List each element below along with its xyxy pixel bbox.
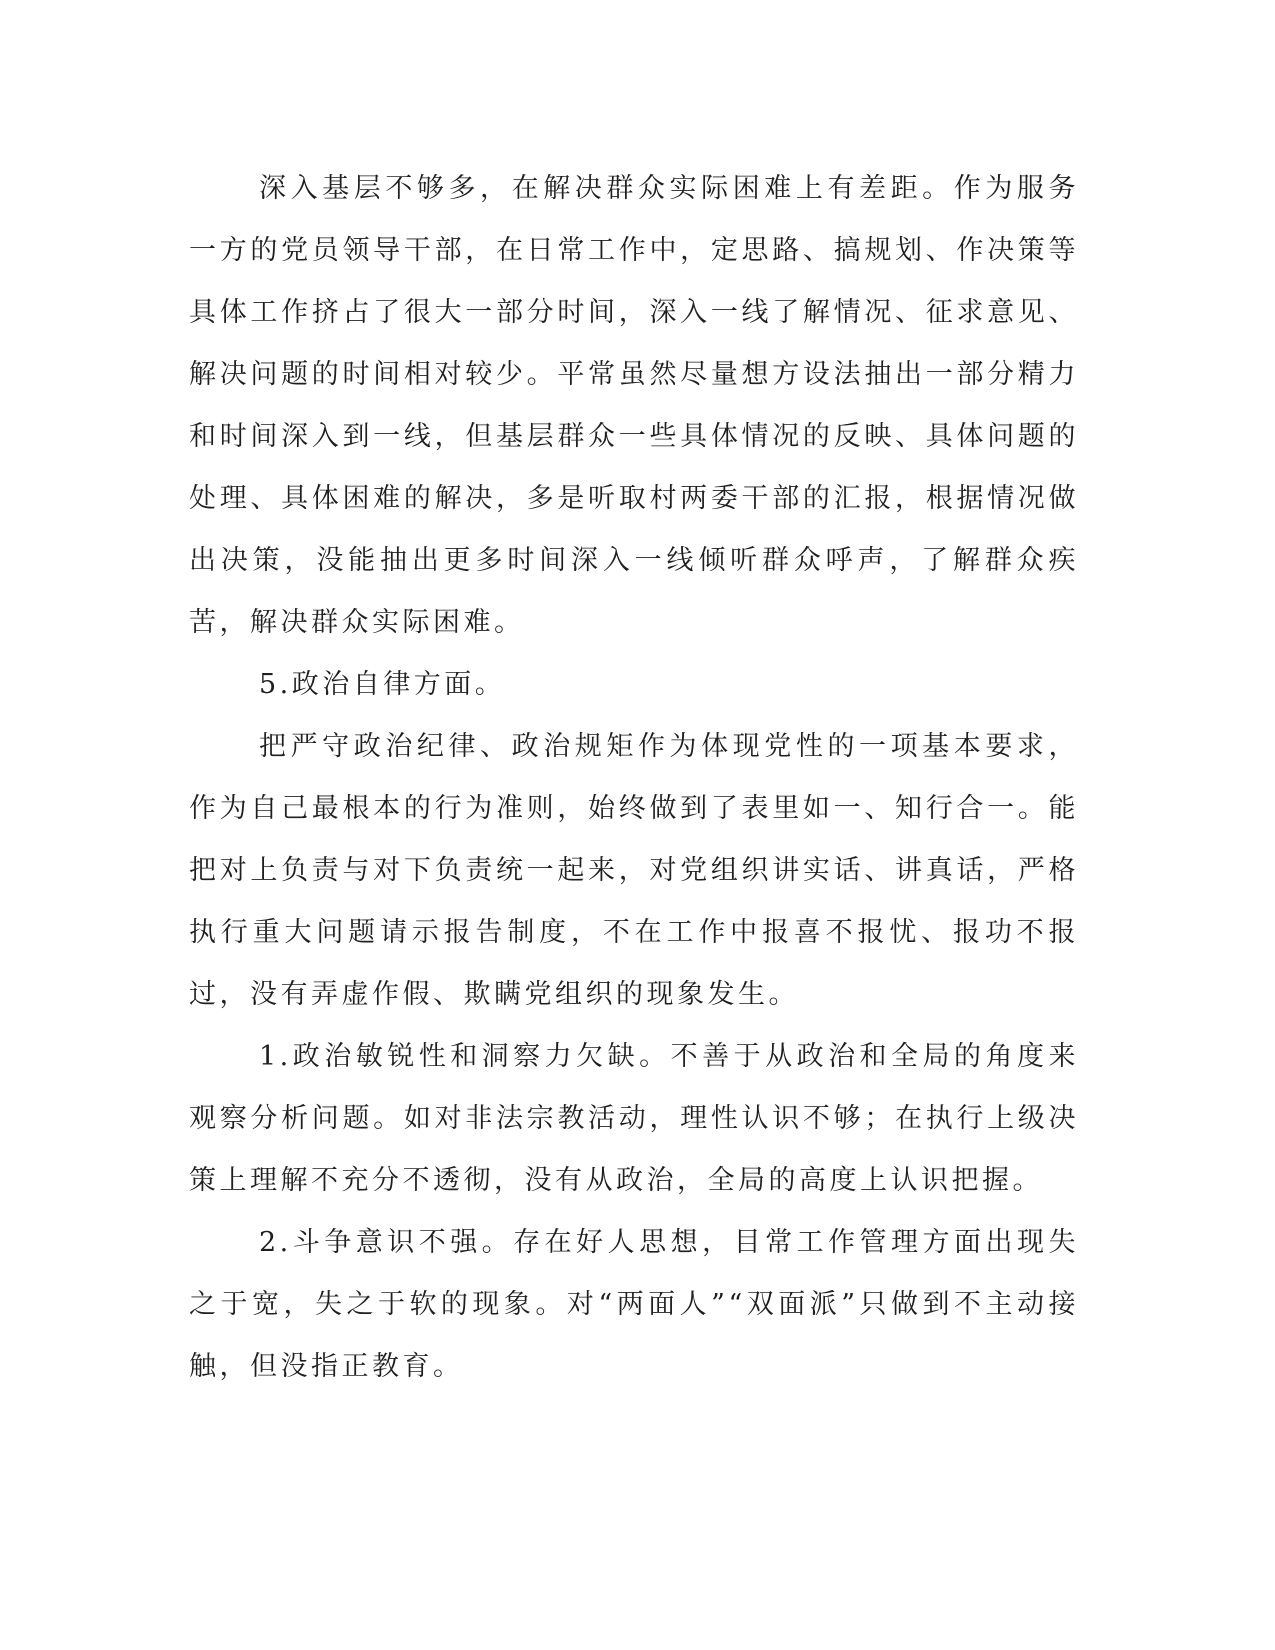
paragraph-struggle-awareness: 2.斗争意识不强。存在好人思想，目常工作管理方面出现失之于宽，失之于软的现象。对“两面人”“双面派”只做到不主动接触，但没指正教育。 (189, 1227, 1079, 1382)
paragraph-political-discipline: 把严守政治纪律、政治规矩作为体现党性的一项基本要求，作为自己最根本的行为准则，始终做到了表里如一、知行合一。能把对上负责与对下负责统一起来，对党组织讲实话、讲真话，严格执行重大问题请示报告制度，不在工作中报喜不报忧、报功不报过，没有弄虚作假、欺瞒党组织的现象发生。 (189, 731, 1079, 1010)
document-body (189, 158, 1079, 1398)
section-heading-political-self-discipline: 5.政治自律方面。 (259, 669, 506, 700)
paragraph-grassroots: 深入基层不够多，在解决群众实际困难上有差距。作为服务一方的党员领导干部，在日常工作中，定思路、搞规划、作决策等具体工作挤占了很大一部分时间，深入一线了解情况、征求意见、解决问题的时间相对较少。平常虽然尽量想方设法抽出一部分精力和时间深入到一线，但基层群众一些具体情况的反映、具体问题的处理、具体困难的解决，多是听取村两委干部的汇报，根据情况做出决策，没能抽出更多时间深入一线倾听群众呼声，了解群众疾苦，解决群众实际困难。 (189, 173, 1079, 638)
paragraph-political-sensitivity: 1.政治敏锐性和洞察力欠缺。不善于从政治和全局的角度来观察分析问题。如对非法宗教活动，理性认识不够；在执行上级决策上理解不充分不透彻，没有从政治，全局的高度上认识把握。 (189, 1041, 1079, 1196)
